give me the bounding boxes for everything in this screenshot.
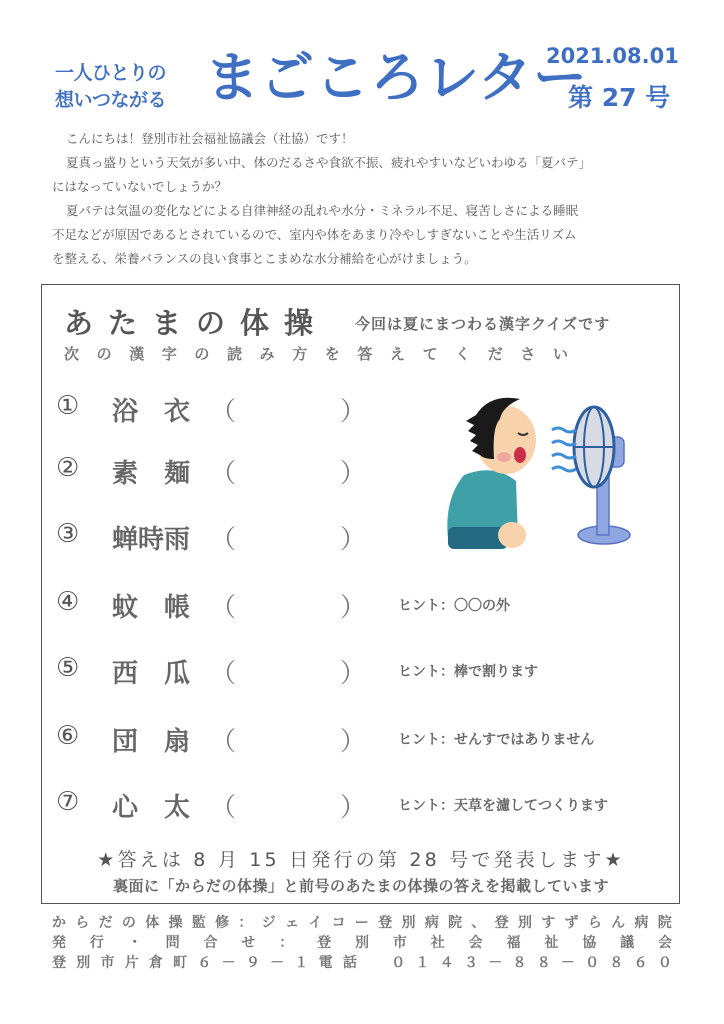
- item-number: ②: [56, 453, 80, 483]
- answer-field-7[interactable]: [232, 791, 332, 819]
- item-kanji: 西瓜: [112, 659, 217, 689]
- paren-close: ）: [340, 793, 367, 823]
- paren-open: （: [210, 397, 237, 427]
- intro-paragraph-2a: 夏バテは気温の変化などによる自律神経の乱れや水分・ミネラル不足、寝苦しさによる睡眠: [66, 203, 579, 218]
- item-kanji: 浴衣: [112, 397, 217, 427]
- newsletter-header: [0, 0, 724, 125]
- back-page-note: 裏面に「からだの体操」と前号のあたまの体操の答えを掲載しています: [112, 877, 609, 895]
- paren-open: （: [210, 659, 237, 689]
- answer-field-6[interactable]: [232, 725, 332, 753]
- item-hint: ヒント：せんすではありません: [398, 732, 595, 748]
- item-hint: ヒント：天草を濾してつくります: [398, 798, 608, 814]
- quiz-title: あたまの体操: [64, 306, 329, 340]
- answer-field-4[interactable]: [232, 591, 332, 619]
- newsletter-subtitle: [55, 60, 166, 114]
- paren-close: ）: [340, 593, 367, 623]
- paren-open: （: [210, 459, 237, 489]
- intro-paragraph-2b: 不足などが原因であるとされているので、室内や体をあまり冷やしすぎないことや生活リズム: [52, 227, 577, 242]
- item-kanji: 心太: [112, 793, 217, 823]
- item-kanji: 素麺: [112, 459, 217, 489]
- subtitle-line-2: 想いつながる: [55, 89, 167, 111]
- item-number: ③: [56, 519, 80, 549]
- intro-paragraph-2c: を整える、栄養バランスの良い食事とこまめな水分補給を心がけましょう。: [52, 251, 477, 266]
- item-hint: ヒント：〇〇の外: [398, 598, 510, 614]
- intro-greeting: こんにちは！登別市社会福祉協議会（社協）です！: [66, 131, 354, 146]
- answer-field-3[interactable]: [232, 523, 332, 551]
- answer-field-2[interactable]: [232, 457, 332, 485]
- issue-date: 2021.08.01: [546, 44, 679, 68]
- quiz-box: [41, 284, 680, 904]
- paren-close: ）: [340, 525, 367, 555]
- item-number: ⑦: [56, 787, 80, 817]
- quiz-item-5: [42, 651, 679, 691]
- intro-paragraph-1b: にはなっていないでしょうか？: [52, 179, 228, 194]
- item-number: ①: [56, 391, 80, 421]
- subtitle-line-1: 一人ひとりの: [55, 62, 167, 84]
- footer-supervision: か ら だ の 体 操 監 修 ： ジ ェ イ コ ー 登 別 病 院 、 登 別 す ず ら ん 病 院: [52, 915, 672, 931]
- quiz-item-4: [42, 585, 679, 625]
- item-kanji: 蝉時雨: [112, 525, 191, 555]
- paren-open: （: [210, 593, 237, 623]
- item-number: ⑥: [56, 721, 80, 751]
- quiz-instruction: 次の漢字の読み方を答えてください: [64, 345, 586, 363]
- intro-text: [52, 127, 682, 271]
- newsletter-title: まごころレター: [205, 46, 588, 109]
- item-number: ④: [56, 587, 80, 617]
- paren-open: （: [210, 727, 237, 757]
- answer-announcement: ★答えは 8 月 15 日発行の第 28 号で発表します★: [97, 849, 625, 871]
- footer-address: 登 別 市 片 倉 町 ６ － ９ － １ 電 話 ０ １ ４ ３ － ８ ８ － ０ ８ ６ ０: [52, 955, 672, 971]
- issue-number: 第 27 号: [568, 83, 671, 112]
- quiz-item-6: [42, 719, 679, 759]
- paren-close: ）: [340, 727, 367, 757]
- paren-close: ）: [340, 659, 367, 689]
- quiz-item-7: [42, 785, 679, 825]
- paren-close: ）: [340, 459, 367, 489]
- intro-paragraph-1a: 夏真っ盛りという天気が多い中、体のだるさや食欲不振、疲れやすいなどいわゆる「夏バテ」: [66, 155, 592, 170]
- answer-field-1[interactable]: [232, 395, 332, 423]
- answer-field-5[interactable]: [232, 657, 332, 685]
- paren-open: （: [210, 525, 237, 555]
- item-number: ⑤: [56, 653, 80, 683]
- footer-publisher: 発 行 ・ 問 合 せ ： 登 別 市 社 会 福 祉 協 議 会: [52, 935, 672, 951]
- item-kanji: 団扇: [112, 727, 217, 757]
- item-hint: ヒント：棒で割ります: [398, 664, 538, 680]
- quiz-subtitle: 今回は夏にまつわる漢字クイズです: [355, 315, 611, 333]
- boy-fan-illustration: [434, 385, 654, 565]
- paren-open: （: [210, 793, 237, 823]
- footer-info: [52, 913, 672, 973]
- paren-close: ）: [340, 397, 367, 427]
- item-kanji: 蚊帳: [112, 593, 217, 623]
